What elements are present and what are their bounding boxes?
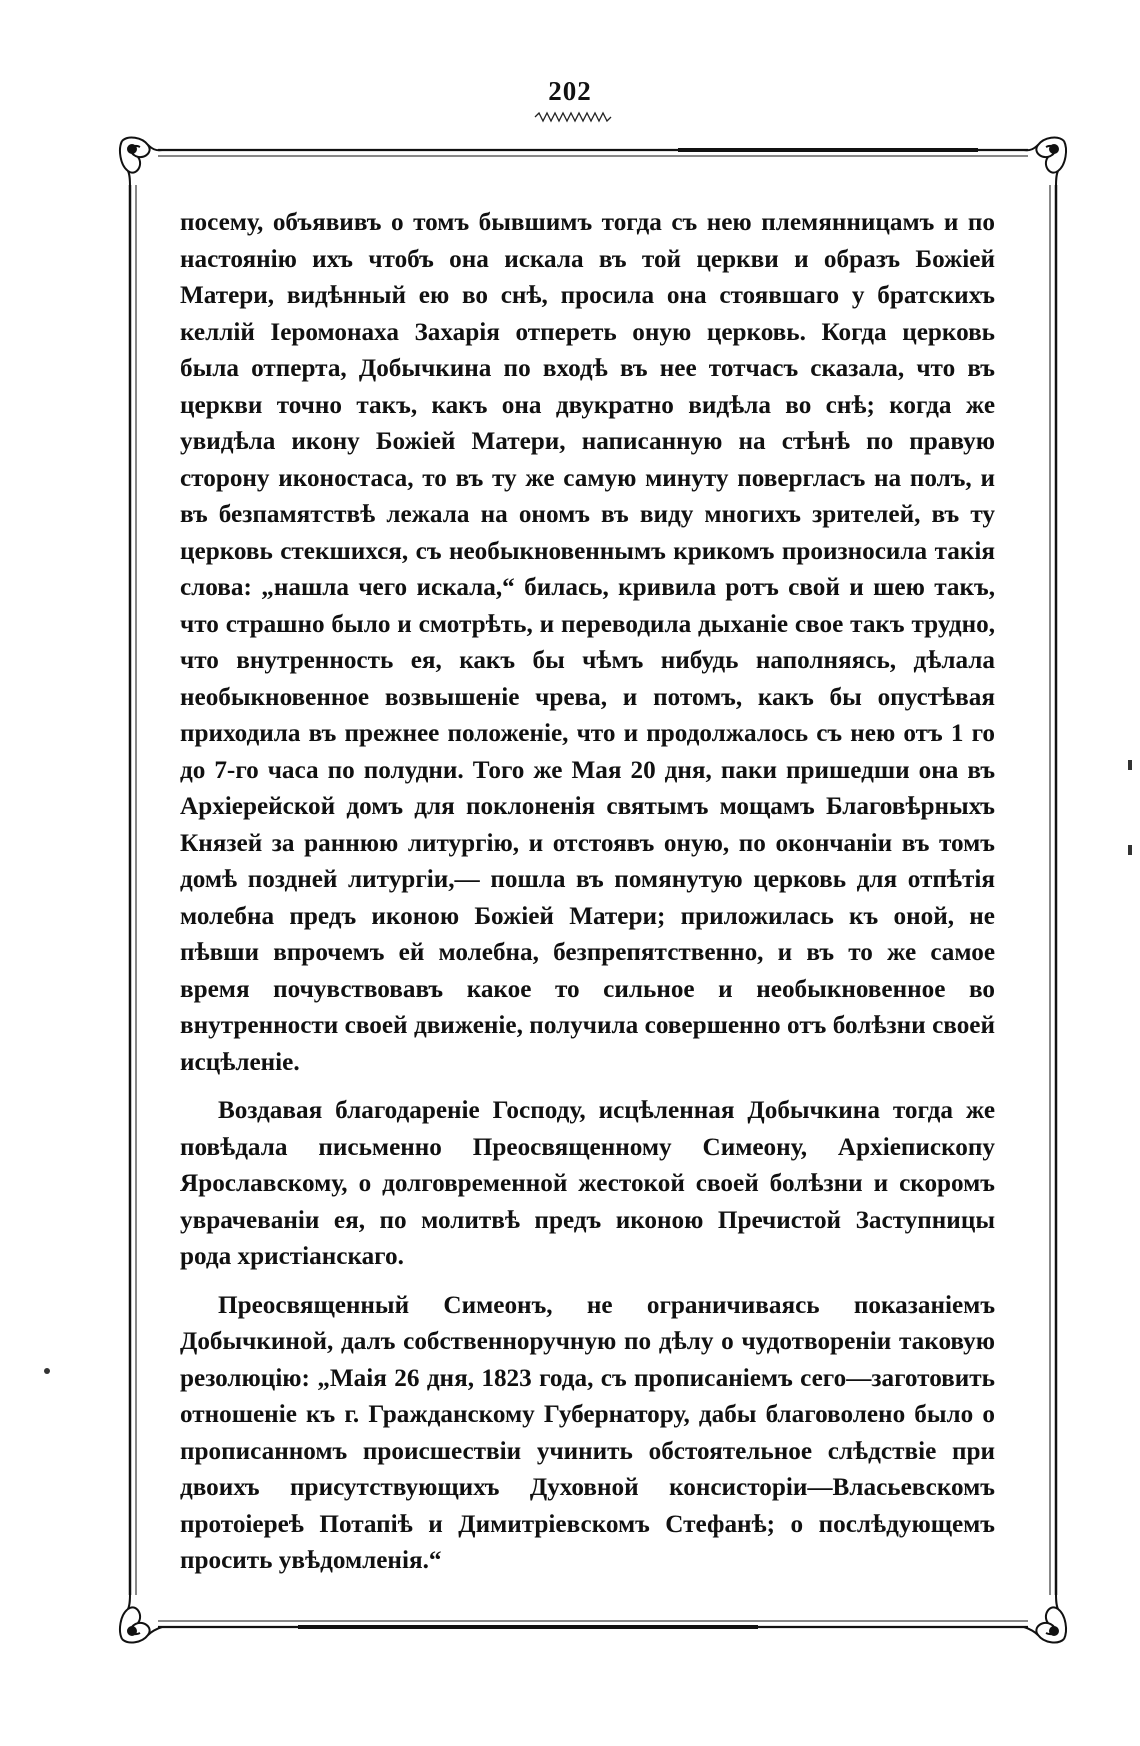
paragraph-3: Преосвященный Симеонъ, не ограничиваясь показаніемъ Добычкиной, далъ собственноручную по дѣлу о чудотвореніи таковую резолюцію: „Маія 26 дня, 1823 года, съ прописаніемъ сего—заготовить отношеніе къ г. Гражданскому Губернатору, дабы благоволено было о прописанномъ происшествіи учинить обстоятельное слѣдствіе при двоихъ присутствующихъ Духовной консисторіи—Власьевскомъ протоіереѣ Потапіѣ и Димитріевскомъ Стефанѣ; о послѣдующемъ просить увѣдомленія.“ — [180, 1291, 995, 1574]
page-number: 202 — [548, 76, 592, 106]
paragraph-2: Воздавая благодареніе Господу, исцѣленная Добычкина тогда же повѣдала письменно Преосвященному Симеону, Архіепископу Ярославскому, о долговременной жестокой своей болѣзни и скоромъ уврачеваніи ея, по молитвѣ предъ иконою Пречистой Заступницы рода христіанскаго. — [180, 1097, 995, 1270]
scan-speck — [44, 1368, 50, 1374]
scan-speck — [1128, 760, 1132, 770]
paragraph-1: посему, объявивъ о томъ бывшимъ тогда съ нею племянницамъ и по настоянію ихъ чтобъ она искала въ той церкви и образъ Божіей Матери, видѣнный ею во снѣ, просила она стоявшаго у братскихъ келлій Іеромонаха Захарія отпереть оную церковь. Когда церковь была отперта, Добычкина по входѣ въ нее тотчасъ сказала, что въ церкви точно такъ, какъ она двукратно видѣла во снѣ; когда же увидѣла икону Божіей Матери, написанную на стѣнѣ по правую сторону иконостаса, то въ ту же самую минуту повергласъ на полъ, и въ безпамятствѣ лежала на ономъ въ виду многихъ зрителей, въ ту церковь стекшихся, съ необыкновеннымъ крикомъ произносила такія слова: „нашла чего искала,“ билась, кривила ротъ свой и шею такъ, что страшно было и смотрѣть, и переводила дыханіе свое такъ трудно, что внутренность ея, какъ бы чѣмъ нибудь наполняясь, дѣлала необыкновенное возвышеніе чрева, и потомъ, какъ бы опустѣвая приходила въ прежнее положеніе, что и продолжалось съ нею отъ 1 го до 7-го часа по полудни. Того же Мая 20 дня, паки пришедши она въ Архіерейской домъ для поклоненія святымъ мощамъ Благовѣрныхъ Князей за раннюю литургію, и отстоявъ оную, по окончаніи въ томъ домѣ поздней литургіи,— пошла въ помянутую церковь для отпѣтія молебна предъ иконою Божіей Матери; приложилась къ оной, не пѣвши впрочемъ ей молебна, безпрепятственно, и въ то же самое время почувствовавъ какое то сильное и необыкновенное во внутренности своей движеніе, получила совершенно отъ болѣзни своей исцѣленіе. — [180, 209, 995, 1076]
main-text — [180, 205, 995, 1574]
page-number-ornament — [535, 112, 611, 122]
scan-speck — [1128, 845, 1132, 855]
